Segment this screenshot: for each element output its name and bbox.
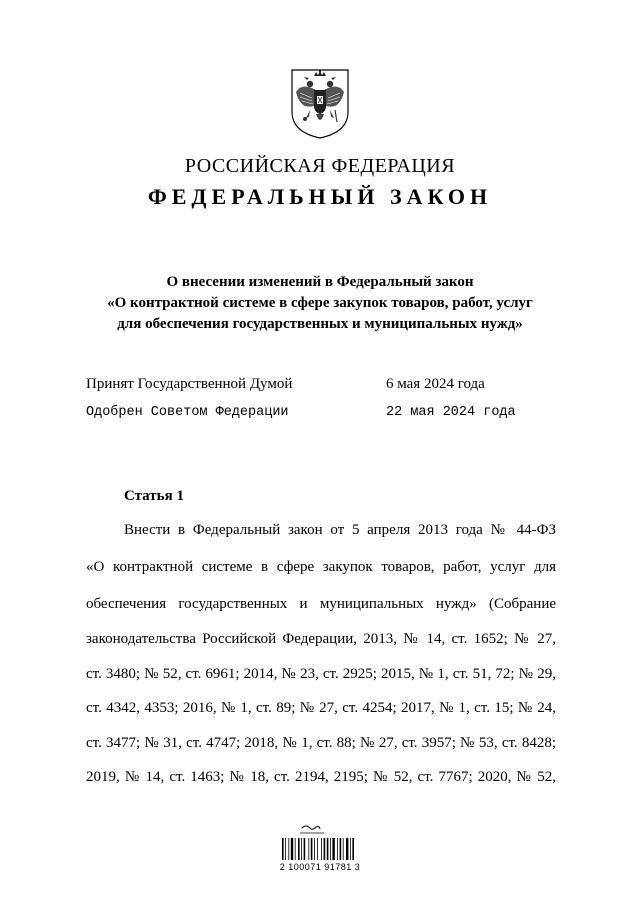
adoption-label: Принят Государственной Думой xyxy=(86,376,293,392)
law-title-line: О внесении изменений в Федеральный закон xyxy=(166,274,474,290)
barcode-bar xyxy=(350,838,351,860)
barcode-bar xyxy=(291,838,293,860)
barcode-number: 2 100071 91781 3 xyxy=(279,862,361,872)
article-text-line: Внести в Федеральный закон от 5 апреля 2013 года № 44-ФЗ xyxy=(124,522,556,538)
article-text-line: ст. 3480; № 52, ст. 6961; 2014, № 23, ст. 2925; 2015, № 1, ст. 51, 72; № 29, xyxy=(86,666,556,682)
barcode-bar xyxy=(282,838,284,860)
barcode-bar xyxy=(321,838,322,860)
article-text-line: ст. 4342, 4353; 2016, № 1, ст. 89; № 27, ст. 4254; 2017, № 1, ст. 15; № 24, xyxy=(86,700,556,716)
document-type: ФЕДЕРАЛЬНЫЙ ЗАКОН xyxy=(147,184,493,209)
barcode-bar xyxy=(285,838,286,860)
law-title-line: «О контрактной системе в сфере закупок товаров, работ, услуг xyxy=(107,295,533,311)
barcode-bar xyxy=(304,838,306,860)
law-title-line: для обеспечения государственных и муниципальных нужд» xyxy=(117,316,523,332)
barcode-bar xyxy=(337,838,338,860)
article-text-line: «О контрактной системе в сфере закупок товаров, работ, услуг для xyxy=(86,559,556,575)
barcode-bar xyxy=(332,838,334,860)
barcode-bar xyxy=(301,838,302,860)
barcode-bar xyxy=(330,838,331,860)
barcode-icon xyxy=(268,824,372,884)
barcode-bar xyxy=(288,838,289,860)
adoption-date: 22 мая 2024 года xyxy=(386,405,516,420)
barcode-bar xyxy=(314,838,315,860)
article-heading: Статья 1 xyxy=(124,488,184,504)
barcode-bar xyxy=(327,838,329,860)
barcode-bar xyxy=(343,838,344,860)
country-name: РОССИЙСКАЯ ФЕДЕРАЦИЯ xyxy=(184,155,456,177)
barcode-bar xyxy=(340,838,342,860)
adoption-label: Одобрен Советом Федерации xyxy=(86,405,289,420)
barcode-bar xyxy=(298,838,300,860)
barcode-bar xyxy=(324,838,326,860)
law-title xyxy=(0,272,640,335)
barcode-bar xyxy=(352,838,354,860)
article-text-line: ст. 3477; № 31, ст. 4747; 2018, № 1, ст. 88; № 27, ст. 3957; № 53, ст. 8428; xyxy=(86,735,556,751)
article-text-line: законодательства Российской Федерации, 2013, № 14, ст. 1652; № 27, xyxy=(86,631,556,647)
barcode-bar xyxy=(308,838,309,860)
barcode-bar xyxy=(295,838,296,860)
barcode-bar xyxy=(311,838,313,860)
article-text-line: обеспечения государственных и муниципальных нужд» (Собрание xyxy=(86,596,556,612)
barcode-bar xyxy=(317,838,318,860)
adoption-date: 6 мая 2024 года xyxy=(386,376,485,392)
coat-of-arms-icon xyxy=(288,66,352,140)
barcode-bar xyxy=(346,838,348,860)
article-text-line: 2019, № 14, ст. 1463; № 18, ст. 2194, 2195; № 52, ст. 7767; 2020, № 52, xyxy=(86,769,556,785)
